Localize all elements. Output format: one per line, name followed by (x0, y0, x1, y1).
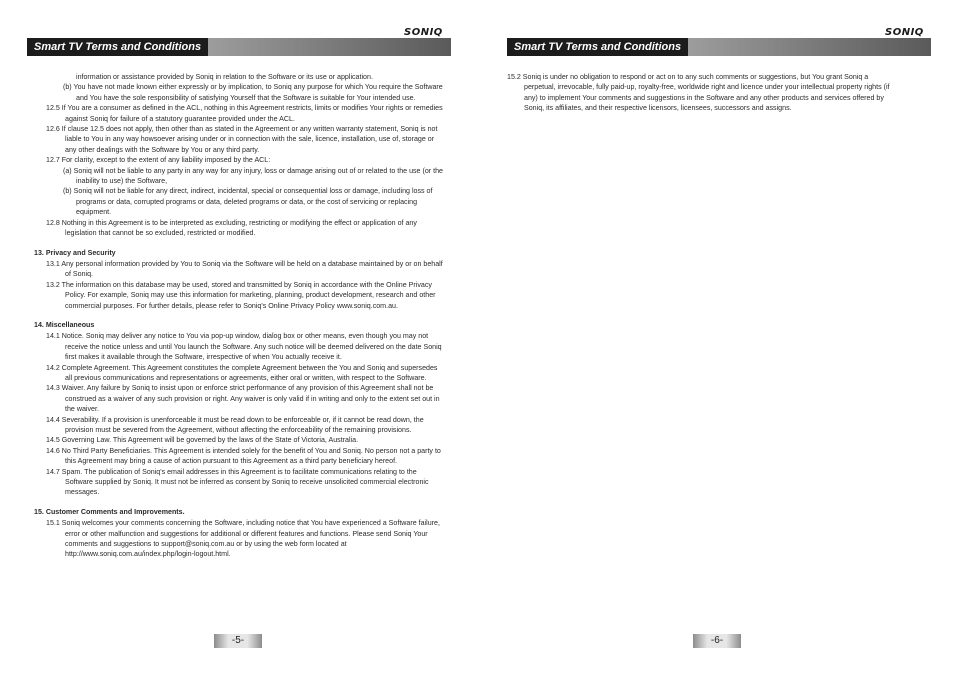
clause-paragraph: (b) Soniq will not be liable for any direct, indirect, incidental, special or consequential loss or damage, including loss of programs or data, corrupted programs or data, deleted programs or data, or the cost of servicing or replacing equipment. (63, 187, 433, 217)
clause-paragraph: 14.6 No Third Party Beneficiaries. This Agreement is intended solely for the benefit of You and Soniq. No person not a party to this Agreement may bring a cause of action pursuant to this Agreement as a third party beneficiary hereof. (46, 446, 441, 466)
terms-text (34, 72, 444, 560)
header-bar (27, 38, 451, 56)
page-right (477, 0, 954, 674)
section-title: Smart TV Terms and Conditions (507, 38, 688, 56)
clause-paragraph: 13.2 The information on this database may be used, stored and transmitted by Soniq in accordance with the Online Privacy Policy. For example, Soniq may use this information for marketing, planning, product development, research and other commercial purposes. For further details, please refer to Soniq's Online Privacy Policy www.soniq.com.au. (46, 280, 436, 310)
section-title: Smart TV Terms and Conditions (27, 38, 208, 56)
clause-paragraph: 12.5 If You are a consumer as defined in the ACL, nothing in this Agreement restricts, limits or modifies Your rights or remedies against Soniq for failure of a statutory guarantee provided under the ACL. (46, 104, 443, 123)
clause-paragraph: (b) You have not made known either expressly or by implication, to Soniq any purpose for which You require the Software and You have the sole responsibility of satisfying Yourself that the Software is suitable for Your intended use. (63, 83, 443, 102)
section-heading: 15. Customer Comments and Improvements. (34, 507, 185, 516)
brand-logo: SONIQ (404, 27, 443, 38)
page-number: -6- (693, 634, 741, 648)
clause-paragraph: 14.5 Governing Law. This Agreement will be governed by the laws of the State of Victoria, Australia. (46, 436, 359, 445)
brand-logo: SONIQ (885, 27, 924, 38)
section-heading: 14. Miscellaneous (34, 320, 95, 329)
clause-paragraph: 14.2 Complete Agreement. This Agreement constitutes the complete Agreement between the You and Soniq and supersedes all previous communications and representations or agreements, either oral or written, with respect to the Software. (46, 363, 438, 382)
clause-paragraph: 14.7 Spam. The publication of Soniq's email addresses in this Agreement is to facilitate communications relating to the Software supplied by Soniq. It must not be inferred as consent by Soniq to receive unsolicited commercial electronic messages. (46, 467, 429, 497)
clause-paragraph: information or assistance provided by Soniq in relation to the Software or its use or application. (76, 73, 373, 81)
clause-paragraph: 15.2 Soniq is under no obligation to respond or act on to any such comments or suggestions, but You grant Soniq a perpetual, irrevocable, fully paid-up, royalty-free, worldwide right and licence under your intellectual property rights (if any) to implement Your comments and suggestions in the Software and any other products and services offered by Soniq, its affiliates, and their respective licensors, licensees, successors and assigns. (507, 73, 890, 113)
clause-paragraph: 14.1 Notice. Soniq may deliver any notice to You via pop-up window, dialog box or other means, even though you may not receive the notice unless and until You launch the Software. Any such notice will be deemed delivered on the date Soniq first makes it available through the Software, irrespective of when You actually receive it. (46, 332, 442, 362)
clause-paragraph: 15.1 Soniq welcomes your comments concerning the Software, including notice that You have experienced a Software failure, error or other malfunction and suggestions for additional or different features and functions. Please send Soniq Your comments and suggestions to support@soniq.com.au or by using the web form located at http://www.soniq.com.au/index.php/login-logout.html. (46, 519, 440, 559)
page-number: -5- (214, 634, 262, 648)
clause-paragraph: 12.7 For clarity, except to the extent of any liability imposed by the ACL: (46, 156, 271, 165)
clause-paragraph: 13.1 Any personal information provided by You to Soniq via the Software will be held on a database maintained by or on behalf of Soniq. (46, 259, 443, 279)
header-bar (507, 38, 931, 56)
clause-paragraph: 12.6 If clause 12.5 does not apply, then other than as stated in the Agreement or any written warranty statement, Soniq is not liable to You in any way howsoever arising under or in connection with the sale, licence, installation, use of, storage or any other dealings with the Software by You or any third party. (46, 125, 438, 154)
clause-paragraph: 14.3 Waiver. Any failure by Soniq to insist upon or enforce strict performance of any provision of this Agreement shall not be construed as a waiver of any such provision or right. Any waiver is only valid if in writing and only to the extent set out in the waiver. (46, 384, 440, 414)
terms-text (507, 72, 899, 114)
clause-paragraph: 12.8 Nothing in this Agreement is to be interpreted as excluding, restricting or modifying the effect or application of any legislation that cannot be so excluded, restricted or modified. (46, 218, 417, 238)
clause-paragraph: 14.4 Severability. If a provision is unenforceable it must be read down to be enforceable or, if it cannot be read down, the provision must be severed from the Agreement, without affecting the enforceability of the remaining provisions. (46, 415, 424, 434)
section-heading: 13. Privacy and Security (34, 248, 116, 257)
clause-paragraph: (a) Soniq will not be liable to any party in any way for any injury, loss or damage arising out of or related to the use (or the inability to use) the Software, (63, 166, 443, 186)
